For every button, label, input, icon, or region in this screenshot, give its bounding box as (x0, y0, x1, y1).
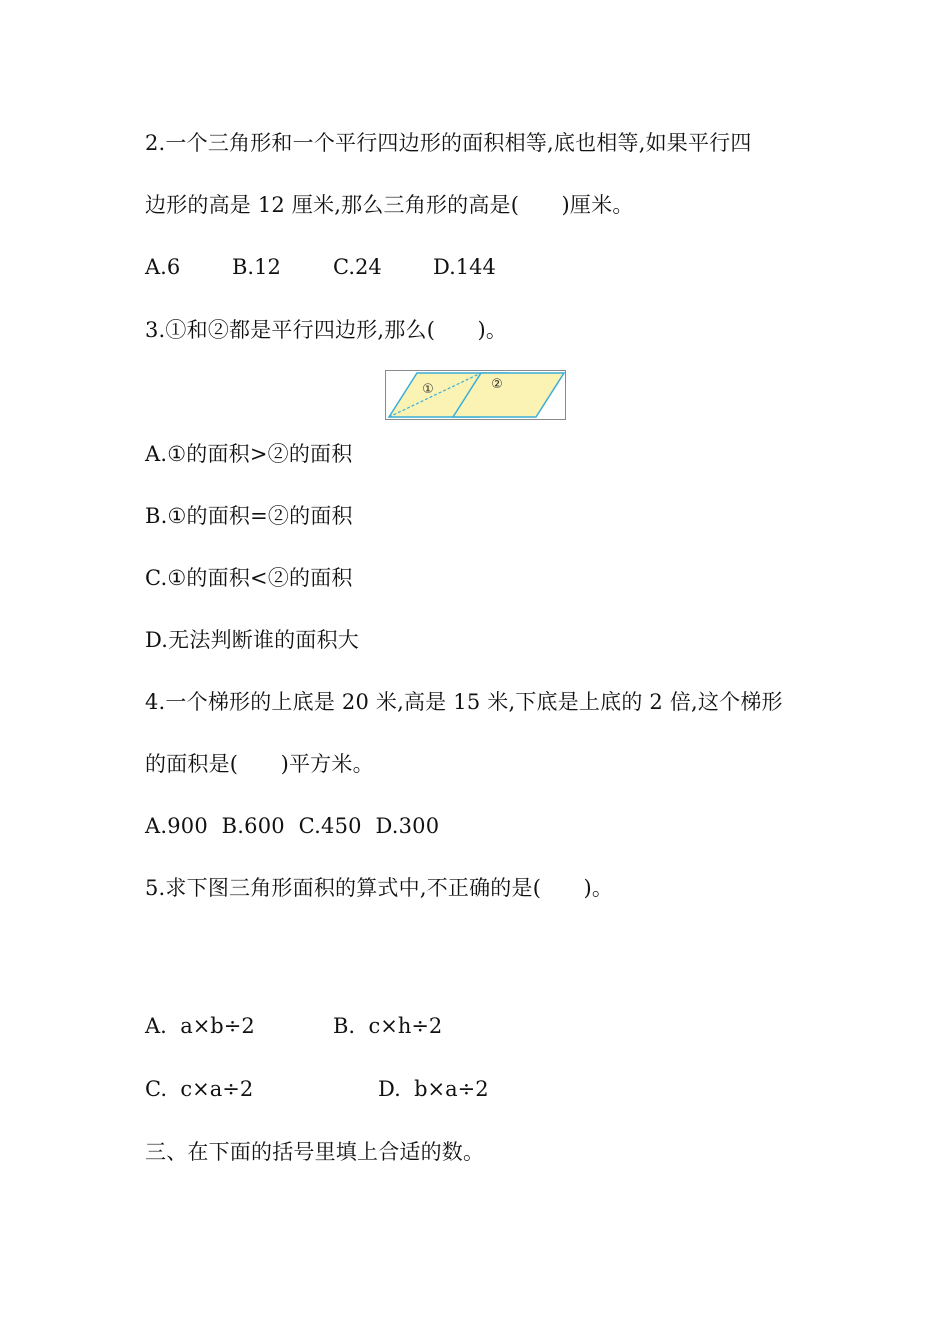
q2-option-a: A.6 (145, 255, 181, 279)
section-3-title: 三、在下面的括号里填上合适的数。 (145, 1140, 485, 1164)
q4-stem-line1: 4.一个梯形的上底是 20 米,高是 15 米,下底是上底的 2 倍,这个梯形 (145, 690, 783, 714)
label-circle-1: ① (422, 382, 434, 397)
q3-option-a: A.①的面积>②的面积 (145, 442, 353, 466)
q5-option-b: B. c×h÷2 (333, 1014, 443, 1038)
parallelogram-figure (385, 370, 566, 420)
q2-option-d: D.144 (433, 255, 496, 279)
label-circle-2: ② (491, 377, 503, 392)
q3-option-b: B.①的面积=②的面积 (145, 504, 353, 528)
q4-stem-line2: 的面积是( )平方米。 (145, 752, 374, 776)
q2-option-b: B.12 (232, 255, 281, 279)
q3-stem: 3.①和②都是平行四边形,那么( )。 (145, 318, 508, 342)
q2-stem-line1: 2.一个三角形和一个平行四边形的面积相等,底也相等,如果平行四 (145, 131, 752, 155)
q3-option-c: C.①的面积<②的面积 (145, 566, 353, 590)
q5-stem: 5.求下图三角形面积的算式中,不正确的是( )。 (145, 876, 614, 900)
q5-option-a: A. a×b÷2 (145, 1014, 255, 1038)
q2-stem-line2: 边形的高是 12 厘米,那么三角形的高是( )厘米。 (145, 193, 634, 217)
q3-option-d: D.无法判断谁的面积大 (145, 628, 359, 652)
q5-option-c: C. c×a÷2 (145, 1077, 254, 1101)
parallelogram-diagram (386, 371, 565, 419)
q2-option-c: C.24 (333, 255, 382, 279)
q5-option-d: D. b×a÷2 (378, 1077, 489, 1101)
q4-options: A.900 B.600 C.450 D.300 (145, 814, 440, 838)
